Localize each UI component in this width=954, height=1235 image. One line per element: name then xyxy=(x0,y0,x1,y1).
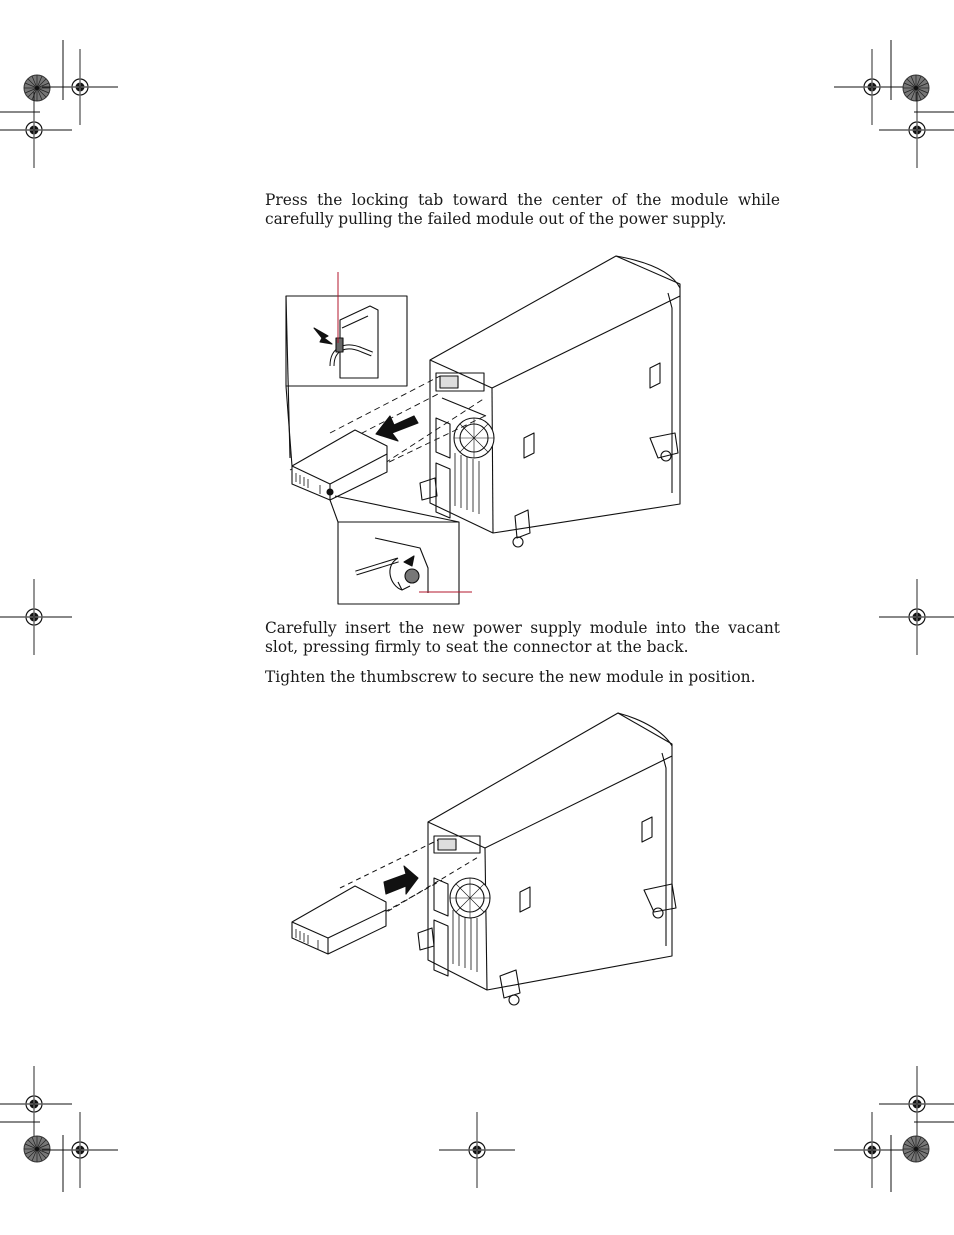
step-remove-text: Press the locking tab toward the center of the module while carefully pulling the failed module out of the power supply. xyxy=(265,191,780,228)
power-supply-insertion-illustration xyxy=(280,708,700,1018)
step-insert-text: Carefully insert the new power supply module into the vacant slot, pressing firmly to seat the connector at the back. xyxy=(265,619,780,656)
power-supply-removal-illustration xyxy=(280,248,700,608)
step-secure-text: Tighten the thumbscrew to secure the new module in position. xyxy=(265,668,756,686)
